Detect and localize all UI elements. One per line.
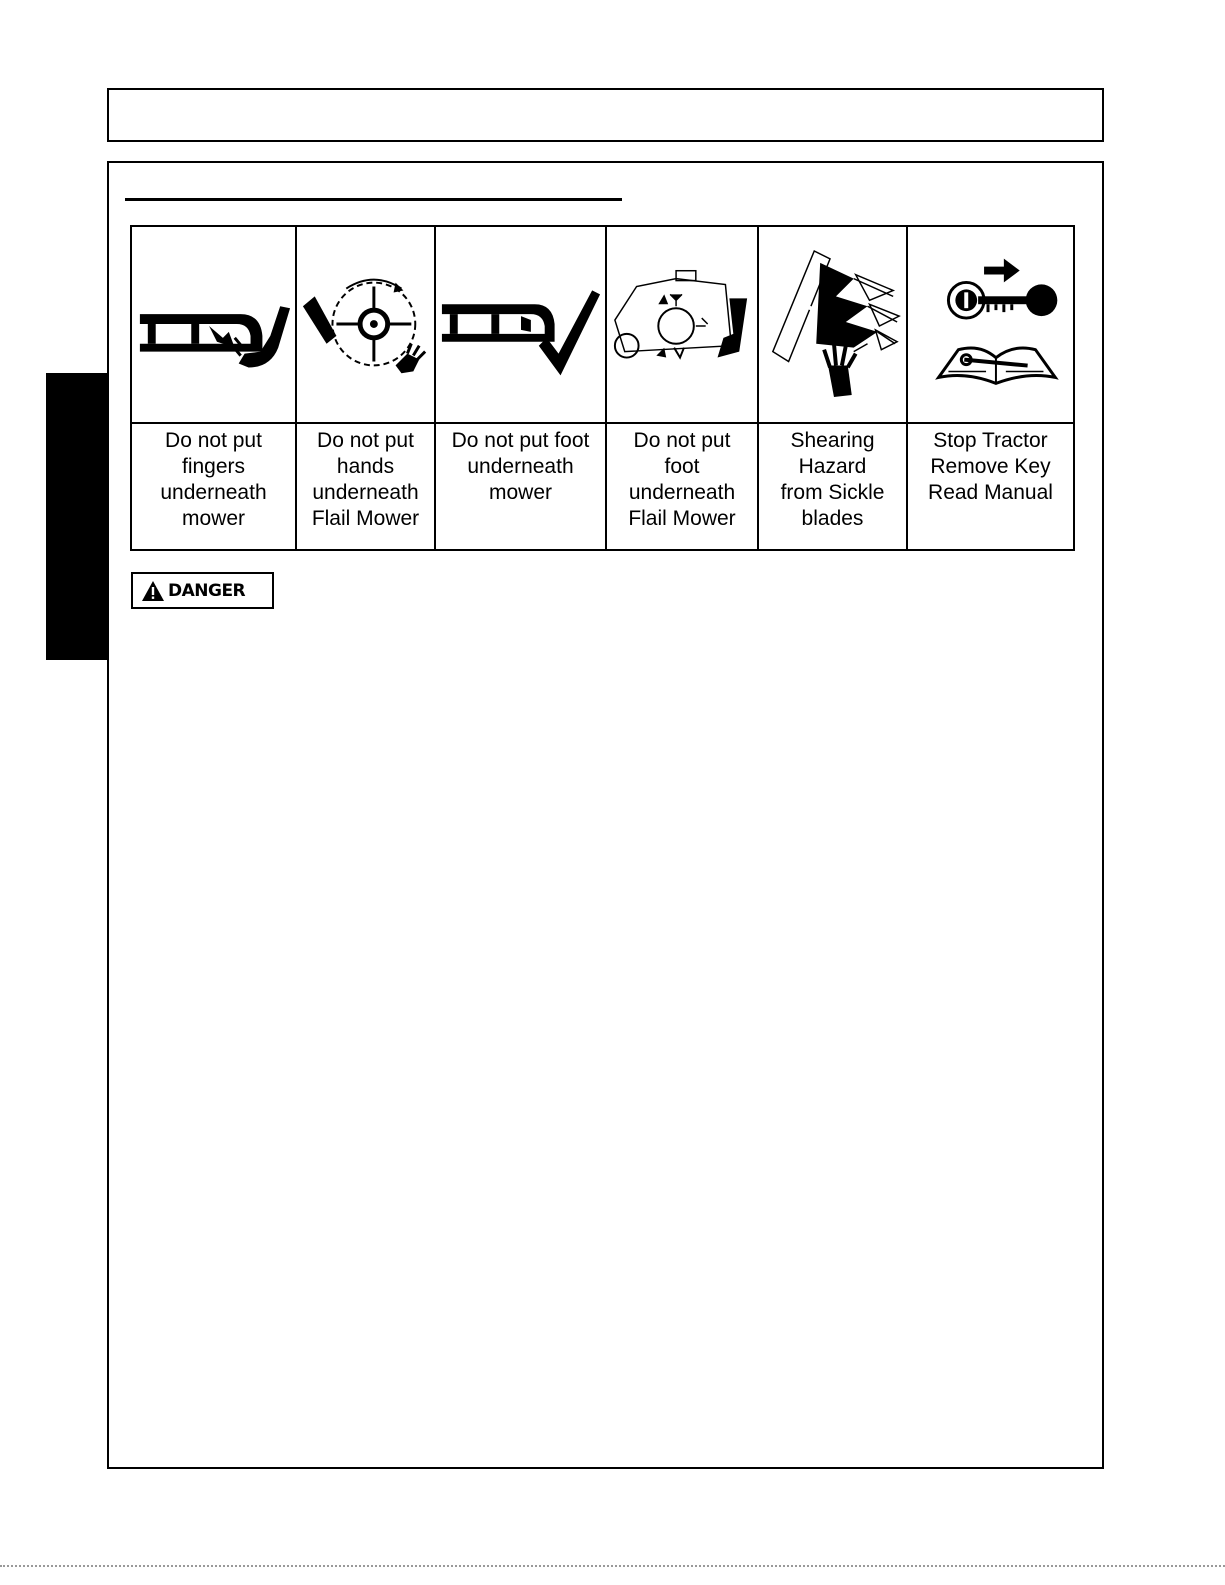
warning-triangle-icon <box>141 580 165 602</box>
header-box <box>107 88 1104 142</box>
foot-under-flail-icon <box>607 227 757 424</box>
section-heading-rule <box>125 198 622 201</box>
sign-caption: Do not put fingers underneath mower <box>160 429 267 530</box>
sign-caption: Shearing Hazard from Sickle blades <box>780 429 885 530</box>
sign-caption: Stop Tractor Remove Key Read Manual <box>928 429 1053 504</box>
sign-caption: Do not put hands underneath Flail Mower <box>311 429 420 530</box>
sign-cell-sickle <box>759 227 908 549</box>
page-bottom-edge <box>0 1565 1225 1567</box>
section-tab-marker <box>46 373 108 660</box>
fingers-under-mower-icon <box>132 227 295 424</box>
danger-label: DANGER <box>168 580 246 601</box>
stop-key-manual-icon <box>908 227 1073 424</box>
sickle-blade-hazard-icon <box>759 227 906 424</box>
sign-cell-foot <box>436 227 607 549</box>
sign-caption: Do not put foot underneath Flail Mower <box>628 429 736 530</box>
danger-badge <box>131 572 274 609</box>
sign-cell-stop-key <box>908 227 1073 549</box>
sign-cell-foot-flail <box>607 227 759 549</box>
hands-under-flail-icon <box>297 227 434 424</box>
safety-sign-table <box>130 225 1075 551</box>
sign-cell-hands <box>297 227 436 549</box>
sign-cell-fingers <box>132 227 297 549</box>
sign-caption: Do not put foot underneath mower <box>451 429 590 504</box>
foot-under-mower-icon <box>436 227 605 424</box>
